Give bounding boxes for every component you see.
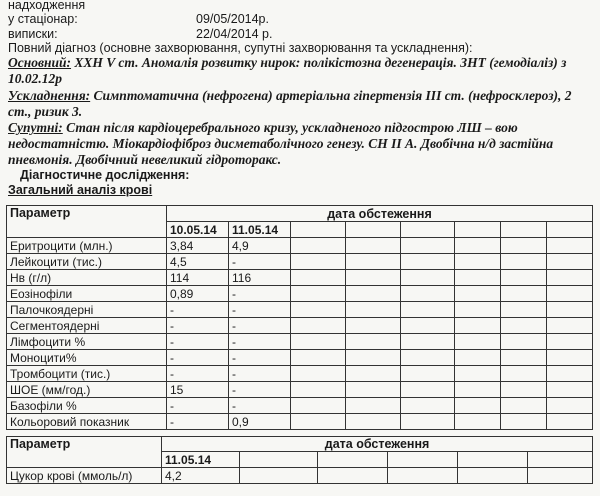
table-row: [7, 414, 593, 430]
row-value: 116: [229, 270, 291, 286]
empty-cell: [318, 468, 388, 484]
empty-cell: [501, 382, 547, 398]
empty-cell: [401, 414, 455, 430]
empty-cell: [547, 286, 593, 302]
discharge-date: 22/04/2014 р.: [196, 27, 273, 41]
empty-cell: [458, 468, 528, 484]
empty-cell: [346, 222, 401, 238]
row-name: Кольоровий показник: [7, 414, 167, 430]
row-value: -: [167, 366, 229, 382]
empty-cell: [455, 398, 501, 414]
complications-cont: ст., ризик 3.: [8, 104, 83, 119]
table-row: [7, 286, 593, 302]
empty-cell: [455, 366, 501, 382]
table-row: [7, 302, 593, 318]
empty-cell: [501, 414, 547, 430]
main-diagnosis-label: Основний:: [8, 55, 72, 70]
sugar-row-name: Цукор крові (ммоль/л): [7, 468, 162, 484]
empty-cell: [291, 222, 346, 238]
date-cell: 10.05.14: [167, 222, 229, 238]
empty-cell: [528, 468, 593, 484]
empty-cell: [291, 302, 346, 318]
table-row: [7, 254, 593, 270]
table-row: [7, 238, 593, 254]
date-header: дата обстеження: [167, 206, 593, 222]
row-value: 15: [167, 382, 229, 398]
empty-cell: [401, 254, 455, 270]
empty-cell: [401, 270, 455, 286]
concomitant-text: Стан після кардіоцеребрального кризу, ускладненого підгострою ЛШ – вою: [62, 120, 518, 135]
empty-cell: [501, 398, 547, 414]
hospital-label: у стаціонар:: [8, 12, 78, 26]
empty-cell: [455, 286, 501, 302]
row-name: Еозінофіли: [7, 286, 167, 302]
empty-cell: [455, 302, 501, 318]
empty-cell: [401, 222, 455, 238]
empty-cell: [547, 302, 593, 318]
empty-cell: [501, 222, 547, 238]
empty-cell: [455, 270, 501, 286]
empty-cell: [455, 222, 501, 238]
row-value: -: [229, 286, 291, 302]
discharge-label: виписки:: [8, 27, 58, 41]
row-value: -: [229, 350, 291, 366]
empty-cell: [547, 350, 593, 366]
empty-cell: [346, 414, 401, 430]
empty-cell: [528, 452, 593, 468]
blood-table-body: [7, 238, 593, 430]
empty-cell: [455, 334, 501, 350]
row-value: -: [167, 414, 229, 430]
row-value: -: [229, 318, 291, 334]
empty-cell: [455, 238, 501, 254]
empty-cell: [291, 238, 346, 254]
row-value: -: [229, 334, 291, 350]
concomitant-cont-2: пневмонія. Двобічний невеликий гідроторакс.: [8, 152, 282, 167]
empty-cell: [346, 318, 401, 334]
row-value: -: [229, 382, 291, 398]
empty-cell: [458, 452, 528, 468]
hospital-date: 09/05/2014р.: [196, 12, 269, 26]
main-diagnosis-cont: 10.02.12р: [8, 71, 62, 86]
empty-cell: [501, 366, 547, 382]
row-value: -: [167, 318, 229, 334]
empty-cell: [346, 382, 401, 398]
empty-cell: [318, 452, 388, 468]
row-name: Тромбоцити (тис.): [7, 366, 167, 382]
row-name: Сегментоядерні: [7, 318, 167, 334]
empty-cell: [291, 318, 346, 334]
empty-cell: [291, 334, 346, 350]
empty-cell: [547, 318, 593, 334]
table-row: [7, 382, 593, 398]
empty-cell: [346, 270, 401, 286]
complications-text: Симптоматична (нефрогена) артеріальна гіпертензія ІІІ ст. (нефросклероз), 2: [90, 88, 572, 103]
main-diagnosis: [8, 55, 566, 71]
row-name: Палочкоядерні: [7, 302, 167, 318]
row-value: 4,9: [229, 238, 291, 254]
empty-cell: [455, 318, 501, 334]
empty-cell: [346, 286, 401, 302]
empty-cell: [388, 468, 458, 484]
empty-cell: [501, 350, 547, 366]
sugar-param-header: Параметр: [7, 437, 162, 468]
complications-label: Ускладнення:: [8, 88, 91, 103]
row-value: -: [167, 350, 229, 366]
empty-cell: [291, 254, 346, 270]
row-name: Нв (г/л): [7, 270, 167, 286]
empty-cell: [455, 254, 501, 270]
empty-cell: [401, 350, 455, 366]
empty-cell: [388, 452, 458, 468]
row-name: Моноцити%: [7, 350, 167, 366]
date-cell: 11.05.14: [229, 222, 291, 238]
empty-cell: [547, 366, 593, 382]
table-row: [7, 318, 593, 334]
empty-cell: [291, 350, 346, 366]
empty-cell: [501, 286, 547, 302]
table-row: [7, 366, 593, 382]
empty-cell: [291, 398, 346, 414]
row-value: 4,5: [167, 254, 229, 270]
empty-cell: [455, 382, 501, 398]
param-header: Параметр: [7, 206, 167, 238]
empty-cell: [501, 270, 547, 286]
main-diagnosis-text: ХХН V ст. Аномалія розвитку нирок: полікістозна дегенерація. ЗНТ (гемодіаліз) з: [71, 55, 567, 70]
row-name: ШОЕ (мм/год.): [7, 382, 167, 398]
empty-cell: [401, 366, 455, 382]
row-value: -: [167, 334, 229, 350]
row-value: -: [229, 302, 291, 318]
empty-cell: [240, 468, 318, 484]
blood-table-header-row: [7, 206, 593, 222]
table-row: [7, 334, 593, 350]
empty-cell: [455, 414, 501, 430]
empty-cell: [346, 398, 401, 414]
empty-cell: [547, 254, 593, 270]
empty-cell: [346, 366, 401, 382]
empty-cell: [346, 254, 401, 270]
empty-cell: [401, 286, 455, 302]
empty-cell: [501, 238, 547, 254]
empty-cell: [547, 222, 593, 238]
concomitant-label: Супутні:: [8, 120, 63, 135]
empty-cell: [346, 334, 401, 350]
complications: [8, 88, 572, 104]
row-name: Еритроцити (млн.): [7, 238, 167, 254]
empty-cell: [401, 318, 455, 334]
empty-cell: [291, 366, 346, 382]
blood-sugar-table: [6, 436, 593, 484]
empty-cell: [547, 270, 593, 286]
row-value: 114: [167, 270, 229, 286]
admission-label: надходження: [8, 0, 86, 12]
empty-cell: [401, 302, 455, 318]
empty-cell: [455, 350, 501, 366]
blood-analysis-title: Загальний аналіз крові: [8, 183, 153, 197]
row-value: 3,84: [167, 238, 229, 254]
empty-cell: [501, 334, 547, 350]
diagnostics-title: Діагностичне дослідження:: [20, 168, 190, 182]
concomitant-cont-1: недостатністю. Міокардіофіброз дисметаболічного генезу. СН ІІ А. Двобічна н/д застійна: [8, 136, 554, 151]
empty-cell: [401, 382, 455, 398]
empty-cell: [291, 382, 346, 398]
row-name: Лімфоцити %: [7, 334, 167, 350]
empty-cell: [240, 452, 318, 468]
empty-cell: [346, 302, 401, 318]
sugar-date-header: дата обстеження: [162, 437, 593, 452]
empty-cell: [547, 382, 593, 398]
diagnosis-intro: Повний діагноз (основне захворювання, супутні захворювання та ускладнення):: [8, 41, 473, 55]
blood-test-table: [6, 205, 593, 430]
table-row: [7, 398, 593, 414]
sugar-date-cell: 11.05.14: [162, 452, 240, 468]
empty-cell: [291, 414, 346, 430]
empty-cell: [346, 350, 401, 366]
concomitant: [8, 120, 518, 136]
empty-cell: [547, 398, 593, 414]
empty-cell: [401, 398, 455, 414]
empty-cell: [547, 238, 593, 254]
sugar-table-header-row: [7, 437, 593, 452]
empty-cell: [291, 286, 346, 302]
empty-cell: [501, 318, 547, 334]
row-value: 0,89: [167, 286, 229, 302]
row-name: Базофіли %: [7, 398, 167, 414]
row-value: 0,9: [229, 414, 291, 430]
row-value: -: [229, 366, 291, 382]
row-name: Лейкоцити (тис.): [7, 254, 167, 270]
sugar-table-row: [7, 468, 593, 484]
empty-cell: [547, 414, 593, 430]
empty-cell: [501, 302, 547, 318]
table-row: [7, 270, 593, 286]
row-value: -: [167, 302, 229, 318]
empty-cell: [501, 254, 547, 270]
empty-cell: [346, 238, 401, 254]
sugar-row-value: 4,2: [162, 468, 240, 484]
row-value: -: [229, 398, 291, 414]
row-value: -: [229, 254, 291, 270]
empty-cell: [547, 334, 593, 350]
empty-cell: [401, 238, 455, 254]
table-row: [7, 350, 593, 366]
empty-cell: [401, 334, 455, 350]
empty-cell: [291, 270, 346, 286]
row-value: -: [167, 398, 229, 414]
